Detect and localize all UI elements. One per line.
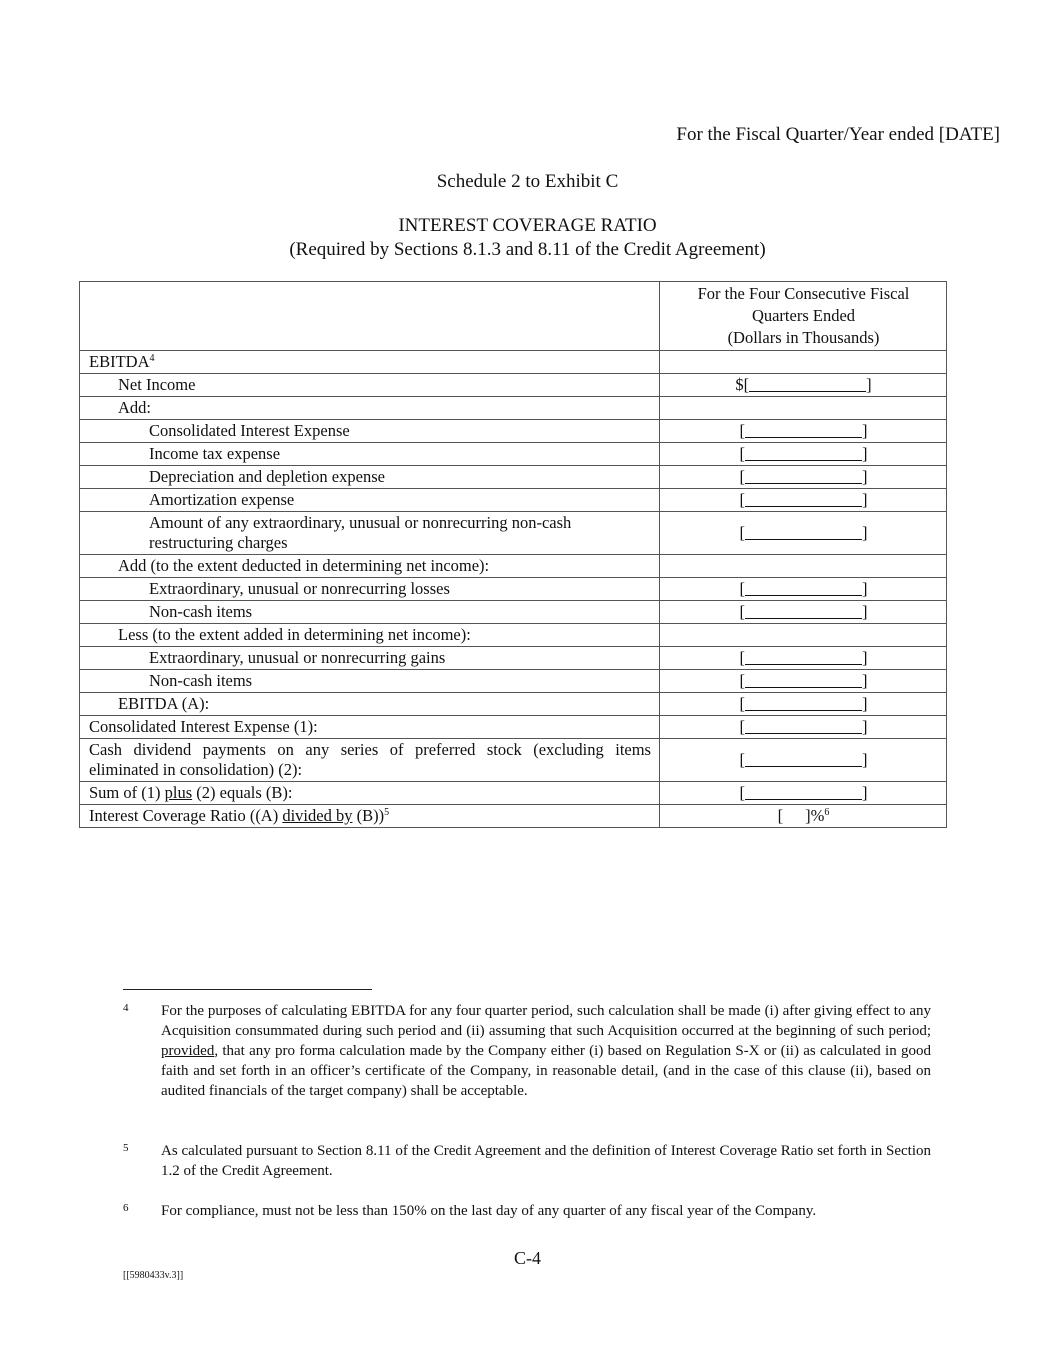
row-label: Extraordinary, unusual or nonrecurring losses <box>80 578 660 601</box>
row-label: Consolidated Interest Expense <box>80 420 660 443</box>
fiscal-period-line: For the Fiscal Quarter/Year ended [DATE] <box>676 124 1000 145</box>
table-row-interest-coverage-ratio <box>80 805 947 828</box>
column-header <box>659 282 946 351</box>
blank-line <box>745 751 862 767</box>
row-label: Depreciation and depletion expense <box>80 466 660 489</box>
blank-line <box>745 603 862 619</box>
table-row-consolidated-interest-expense <box>80 420 947 443</box>
row-label: EBITDA$^4$ <box>80 351 660 374</box>
table-row-cash-dividend <box>80 739 947 782</box>
value-field[interactable]: [ ] <box>659 443 946 466</box>
value-field[interactable]: [ ] <box>659 739 946 782</box>
footnote-ref: 6 <box>824 807 830 818</box>
table-row-restructuring-charges <box>80 512 947 555</box>
blank-line <box>745 468 862 484</box>
ratio-value-field[interactable]: [ ]%$^6$ <box>659 805 946 828</box>
table-row-noncash-add <box>80 601 947 624</box>
table-row-add <box>80 397 947 420</box>
row-label: Add (to the extent deducted in determining net income): <box>80 555 660 578</box>
value-field[interactable]: [ ] <box>659 693 946 716</box>
interest-coverage-table <box>79 281 947 828</box>
row-label: Consolidated Interest Expense (1): <box>80 716 660 739</box>
value-field[interactable]: [ ] <box>659 466 946 489</box>
column-header-line: Quarters Ended <box>751 306 856 325</box>
value-cell-empty <box>659 351 946 374</box>
table-row-sum-b <box>80 782 947 805</box>
row-label: Sum of (1) plus (2) equals (B): <box>80 782 660 805</box>
document-subtitle: (Required by Sections 8.1.3 and 8.11 of the Credit Agreement) <box>289 239 766 260</box>
schedule-title: Schedule 2 to Exhibit C <box>436 171 619 192</box>
value-field[interactable]: [ ] <box>659 420 946 443</box>
blank-line <box>745 672 862 688</box>
column-header-line: (Dollars in Thousands) <box>727 328 880 347</box>
page-number: C-4 <box>514 1248 541 1268</box>
value-field[interactable]: $[ ] <box>659 374 946 397</box>
value-field[interactable]: [ ] <box>659 578 946 601</box>
footnote-number: 4 <box>123 1002 129 1014</box>
value-cell-empty <box>659 555 946 578</box>
row-label: Cash dividend payments on any series of preferred stock (excluding items eliminated in consolidation) (2): <box>80 739 660 782</box>
row-label: Add: <box>80 397 660 420</box>
blank-line <box>749 376 866 392</box>
row-label: Income tax expense <box>80 443 660 466</box>
column-header-line: For the Four Consecutive Fiscal <box>697 284 910 303</box>
value-field[interactable]: [ ] <box>659 512 946 555</box>
row-label: Extraordinary, unusual or nonrecurring gains <box>80 647 660 670</box>
document-title: INTEREST COVERAGE RATIO <box>398 215 657 236</box>
table-row-less-extent <box>80 624 947 647</box>
footnote-text: As calculated pursuant to Section 8.11 of the Credit Agreement and the definition of Interest Coverage Ratio set forth in Section 1.2 of the Credit Agreement. <box>161 1143 931 1179</box>
footnote-number: 5 <box>123 1142 129 1154</box>
blank-line <box>745 491 862 507</box>
value-cell-empty <box>659 397 946 420</box>
table-row-losses <box>80 578 947 601</box>
footnote-text: For the purposes of calculating EBITDA for any four quarter period, such calculation shall be made (i) after giving effect to any Acquisition consummated during such period and (ii) assuming that such Acquisition occurred at the beginning of such period; provided, that any pro forma calculation made by the Company either (i) based on Regulation S-X or (ii) as calculated in good faith and set forth in an officer’s certificate of the Company, in reasonable detail, (and in the case of this clause (ii), based on audited financials of the target company) shall be acceptable. <box>161 1003 931 1099</box>
blank-line <box>745 445 862 461</box>
value-field[interactable]: [ ] <box>659 670 946 693</box>
table-row-consolidated-interest-1 <box>80 716 947 739</box>
value-cell-empty <box>659 624 946 647</box>
row-label: Amount of any extraordinary, unusual or nonrecurring non-cash restructuring charges <box>80 512 660 555</box>
blank-line <box>745 784 862 800</box>
value-field[interactable]: [ ] <box>659 647 946 670</box>
document-title-block <box>0 214 1055 262</box>
footnote-separator <box>123 989 372 990</box>
row-label: Non-cash items <box>80 670 660 693</box>
footnote-ref: 5 <box>384 807 390 818</box>
header-empty-cell <box>80 282 660 351</box>
value-field[interactable]: [ ] <box>659 782 946 805</box>
footnote-number: 6 <box>123 1202 129 1214</box>
row-label: Amortization expense <box>80 489 660 512</box>
row-label: Non-cash items <box>80 601 660 624</box>
row-label: EBITDA (A): <box>80 693 660 716</box>
table-row-ebitda-heading <box>80 351 947 374</box>
value-field[interactable]: [ ] <box>659 489 946 512</box>
footnote-5 <box>123 1141 931 1181</box>
table-row-income-tax <box>80 443 947 466</box>
blank-line <box>745 649 862 665</box>
table-row-add-extent <box>80 555 947 578</box>
blank-line <box>745 695 862 711</box>
footnote-text: For compliance, must not be less than 150% on the last day of any quarter of any fiscal year of the Company. <box>161 1203 817 1219</box>
table-row-net-income <box>80 374 947 397</box>
table-row-noncash-less <box>80 670 947 693</box>
footnote-4 <box>123 1001 931 1101</box>
blank-line <box>745 524 862 540</box>
table-row-depreciation <box>80 466 947 489</box>
table-row-amortization <box>80 489 947 512</box>
row-label: Net Income <box>80 374 660 397</box>
blank-line <box>745 422 862 438</box>
footnote-ref: 4 <box>149 353 155 364</box>
footnote-6 <box>123 1201 931 1221</box>
value-field[interactable]: [ ] <box>659 601 946 624</box>
blank-line <box>745 718 862 734</box>
value-field[interactable]: [ ] <box>659 716 946 739</box>
table-header-row <box>80 282 947 351</box>
table-row-ebitda-a <box>80 693 947 716</box>
row-label: Less (to the extent added in determining net income): <box>80 624 660 647</box>
blank-line <box>745 580 862 596</box>
document-id: [[5980433v.3]] <box>123 1270 184 1281</box>
table-row-gains <box>80 647 947 670</box>
row-label: Interest Coverage Ratio ((A) divided by (B))$^5$ <box>80 805 660 828</box>
